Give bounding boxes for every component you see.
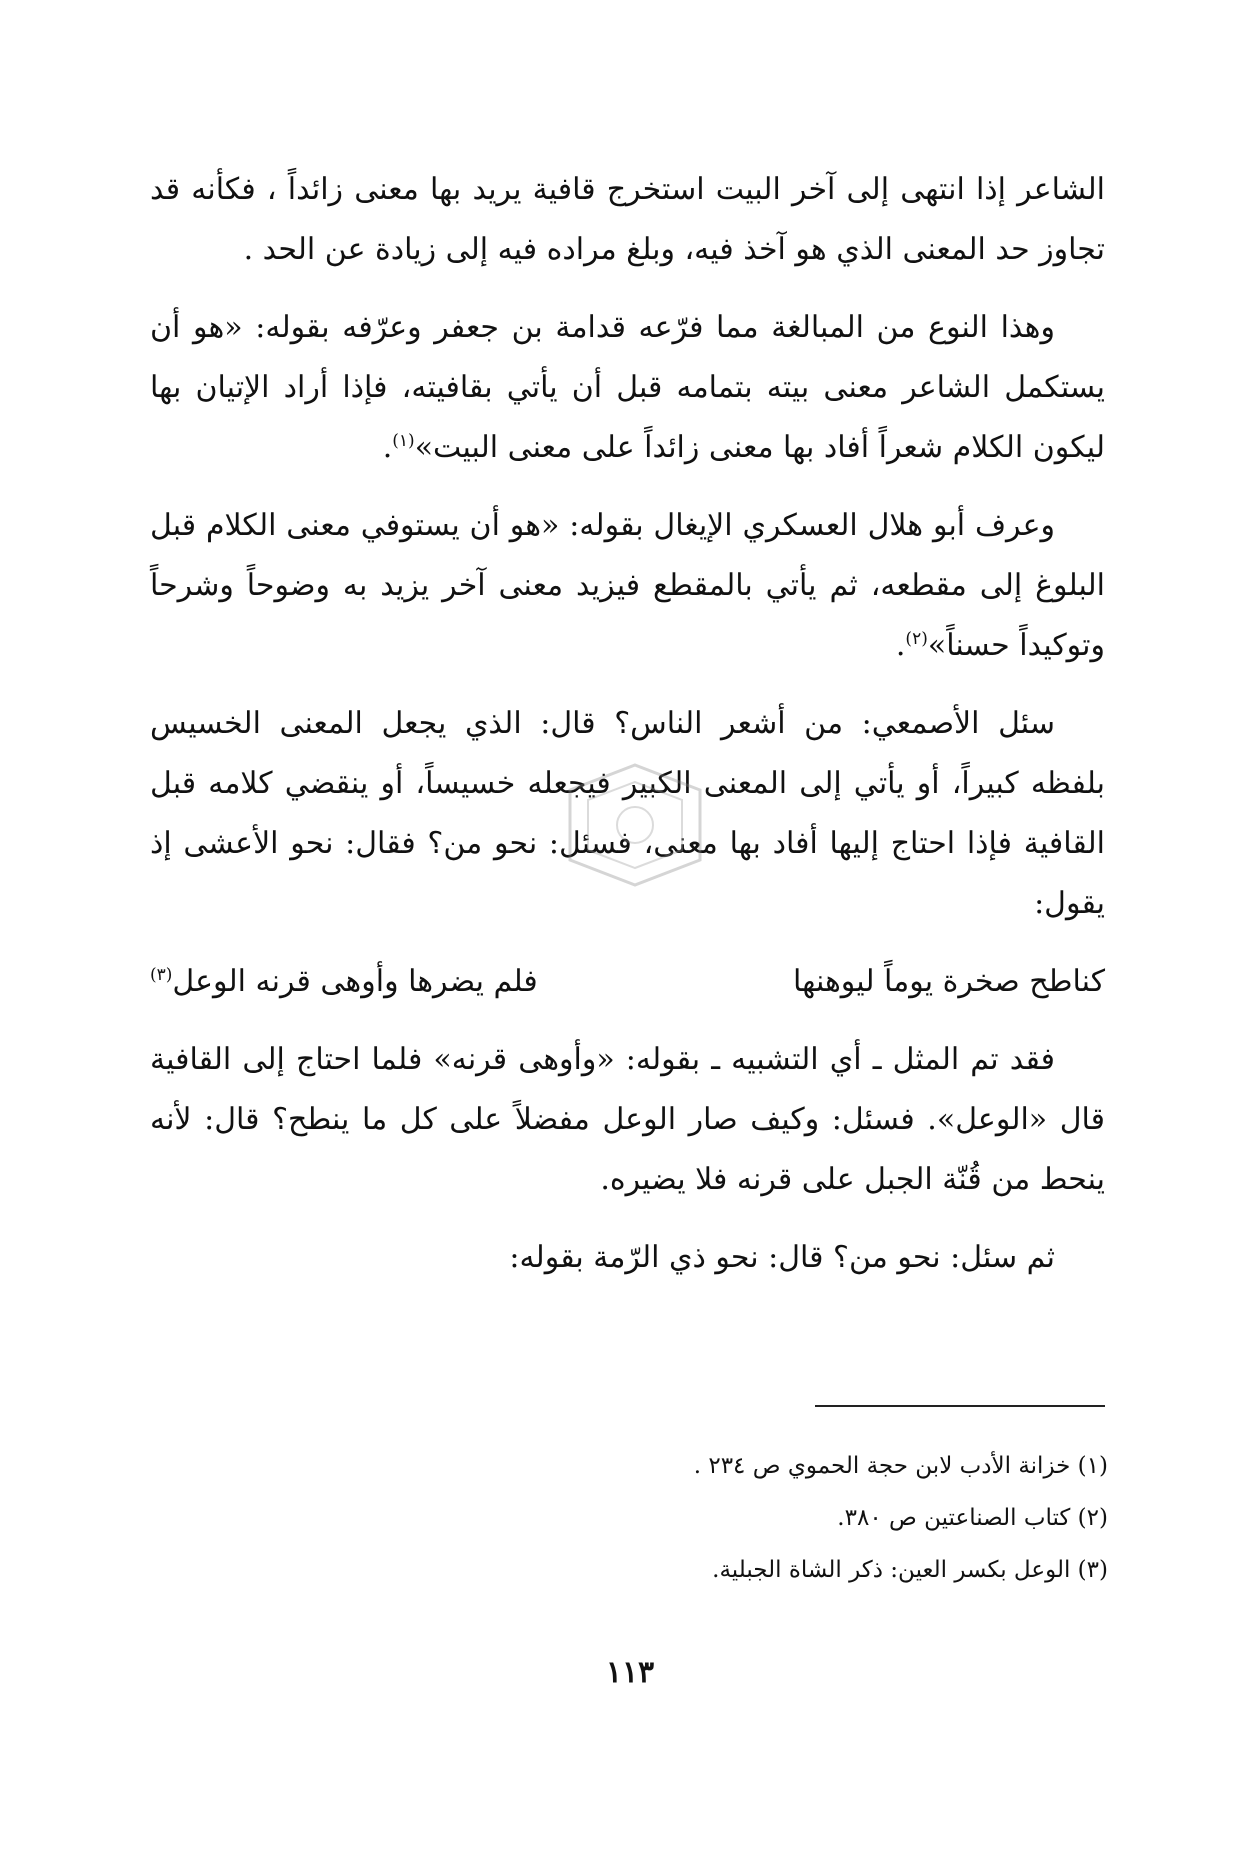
page-number: ١١٣ xyxy=(605,1655,655,1690)
paragraph-2-text: وهذا النوع من المبالغة مما فرّعه قدامة بن جعفر وعرّفه بقوله: «هو أن يستكمل الشاعر معنى بيته بتمامه قبل أن يأتي بقافيته، فإذا أراد الإتيان بها ليكون الكلام شعراً أفاد بها معنى زائداً على معنى البيت» xyxy=(150,310,1105,465)
paragraph-5: فقد تم المثل ـ أي التشبيه ـ بقوله: «وأوهى قرنه» فلما احتاج إلى القافية قال «الوعل». فسئل: وكيف صار الوعل مفضلاً على كل ما ينطح؟ قال: لأنه ينحط من قُنّة الجبل على قرنه فلا يضيره. xyxy=(150,1042,1105,1197)
footnote-ref-1: (١) xyxy=(392,431,415,451)
footnote-ref-3: (٣) xyxy=(150,965,173,985)
footnote-ref-2: (٢) xyxy=(905,629,928,649)
paragraph-2: وهذا النوع من المبالغة مما فرّعه قدامة بن جعفر وعرّفه بقوله: «هو أن يستكمل الشاعر معنى بيته بتمامه قبل أن يأتي بقافيته، فإذا أراد الإتيان بها ليكون الكلام شعراً أفاد بها معنى زائداً على معنى البيت»$^{(١)}$. xyxy=(150,310,1105,465)
paragraph-4: سئل الأصمعي: من أشعر الناس؟ قال: الذي يجعل المعنى الخسيس بلفظه كبيراً، أو يأتي إلى المعنى الكبير فيجعله خسيساً، أو ينقضي كلامه قبل القافية فإذا احتاج إليها أفاد بها معنى، فسئل: نحو من؟ فقال: نحو الأعشى إذ يقول: xyxy=(150,706,1105,921)
footnote-3: (٣) الوعل بكسر العين: ذكر الشاة الجبلية. xyxy=(712,1557,1108,1583)
footnote-1: (١) خزانة الأدب لابن حجة الحموي ص ٢٣٤ . xyxy=(693,1453,1108,1479)
footnote-separator xyxy=(815,1405,1105,1407)
paragraph-3: وعرف أبو هلال العسكري الإيغال بقوله: «هو أن يستوفي معنى الكلام قبل البلوغ إلى مقطعه، ثم يأتي بالمقطع فيزيد معنى آخر يزيد به وضوحاً وشرحاً وتوكيداً حسناً»$^{(٢)}$. xyxy=(150,508,1105,663)
verse-first-hemistich: كناطح صخرة يوماً ليوهنها xyxy=(792,964,1105,999)
verse-second-hemistich: فلم يضرها وأوهى قرنه الوعل xyxy=(172,964,538,999)
library-stamp-watermark xyxy=(560,760,710,890)
paragraph-6: ثم سئل: نحو من؟ قال: نحو ذي الرّمة بقوله: xyxy=(509,1240,1055,1275)
paragraph-1: الشاعر إذا انتهى إلى آخر البيت استخرج قافية يريد بها معنى زائداً ، فكأنه قد تجاوز حد المعنى الذي هو آخذ فيه، وبلغ مراده فيه إلى زيادة عن الحد . xyxy=(150,172,1105,267)
main-text xyxy=(150,160,1105,1306)
footnotes xyxy=(153,1440,1108,1596)
verse-line xyxy=(150,952,1105,1012)
footnote-2: (٢) كتاب الصناعتين ص ٣٨٠. xyxy=(837,1505,1108,1531)
paragraph-3-text: وعرف أبو هلال العسكري الإيغال بقوله: «هو أن يستوفي معنى الكلام قبل البلوغ إلى مقطعه، ثم يأتي بالمقطع فيزيد معنى آخر يزيد به وضوحاً وشرحاً وتوكيداً حسناً» xyxy=(150,508,1105,663)
verse-second-hemistich-wrap xyxy=(150,952,538,1012)
